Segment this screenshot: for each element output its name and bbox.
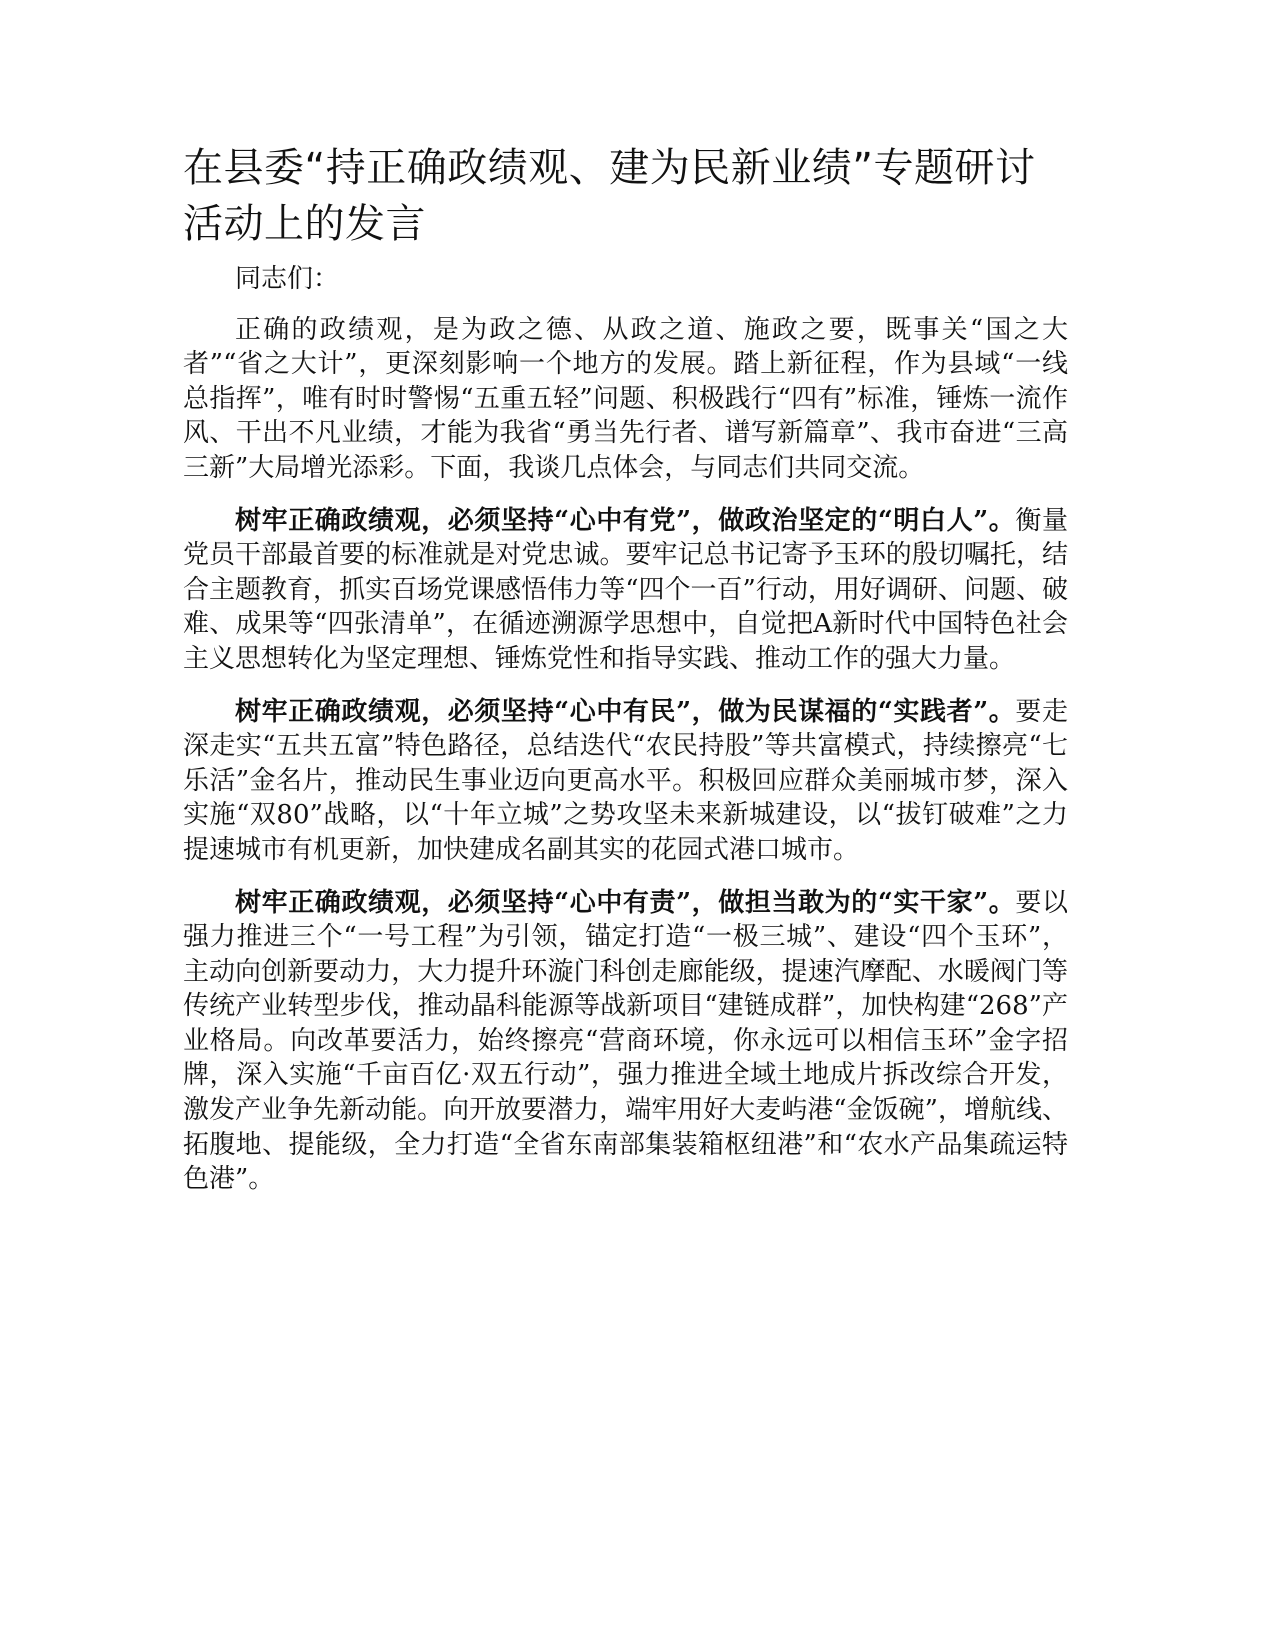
greeting: 同志们： bbox=[235, 264, 340, 294]
section-body-1: 衡量党员干部最首要的标准就是对党忠诚。要牢记总书记寄予玉环的殷切嘱托，结合主题教育，抓实百场党课感悟伟力等“四个一百”行动，用好调研、问题、破难、成果等“四张清单”，在循迹溯源学思想中，自觉把A新时代中国特色社会主义思想转化为坚定理想、锤炼党性和指导实践、推动工作的强大力量。 bbox=[183, 505, 1068, 674]
section-body-3: 要以强力推进三个“一号工程”为引领，锚定打造“一极三城”、建设“四个玉环”，主动向创新要动力，大力提升环漩门科创走廊能级，提速汽摩配、水暖阀门等传统产业转型步伐，推动晶科能源等战新项目“建链成群”，加快构建“268”产业格局。向改革要活力，始终擦亮“营商环境，你永远可以相信玉环”金字招牌，深入实施“千亩百亿·双五行动”，强力推进全域土地成片拆改综合开发，激发产业争先新动能。向开放要潜力，端牢用好大麦屿港“金饭碗”，增航线、拓腹地、提能级，全力打造“全省东南部集装箱枢纽港”和“农水产品集疏运特色港”。 bbox=[183, 887, 1068, 1195]
document-page bbox=[183, 140, 1068, 1215]
section-lead-3: 树牢正确政绩观，必须坚持“心中有责”，做担当敢为的“实干家”。 bbox=[235, 887, 1016, 918]
document-title: 在县委“持正确政绩观、建为民新业绩”专题研讨活动上的发言 bbox=[183, 145, 1036, 247]
section-paragraph-2 bbox=[183, 695, 1068, 868]
section-lead-1: 树牢正确政绩观，必须坚持“心中有党”，做政治坚定的“明白人”。 bbox=[235, 505, 1016, 536]
section-body-2: 要走深走实“五共五富”特色路径，总结迭代“农民持股”等共富模式，持续擦亮“七乐活”金名片，推动民生事业迈向更高水平。积极回应群众美丽城市梦，深入实施“双80”战略，以“十年立城”之势攻坚未来新城建设，以“拔钉破难”之力提速城市有机更新，加快建成名副其实的花园式港口城市。 bbox=[183, 696, 1068, 865]
section-paragraph-3 bbox=[183, 886, 1068, 1197]
intro-paragraph: 正确的政绩观，是为政之德、从政之道、施政之要，既事关“国之大者”“省之大计”，更深刻影响一个地方的发展。踏上新征程，作为县域“一线总指挥”，唯有时时警惕“五重五轻”问题、积极践行“四有”标准，锤炼一流作风、干出不凡业绩，才能为我省“勇当先行者、谱写新篇章”、我市奋进“三高三新”大局增光添彩。下面，我谈几点体会，与同志们共同交流。 bbox=[183, 314, 1068, 483]
section-lead-2: 树牢正确政绩观，必须坚持“心中有民”，做为民谋福的“实践者”。 bbox=[235, 696, 1016, 727]
section-paragraph-1 bbox=[183, 504, 1068, 677]
